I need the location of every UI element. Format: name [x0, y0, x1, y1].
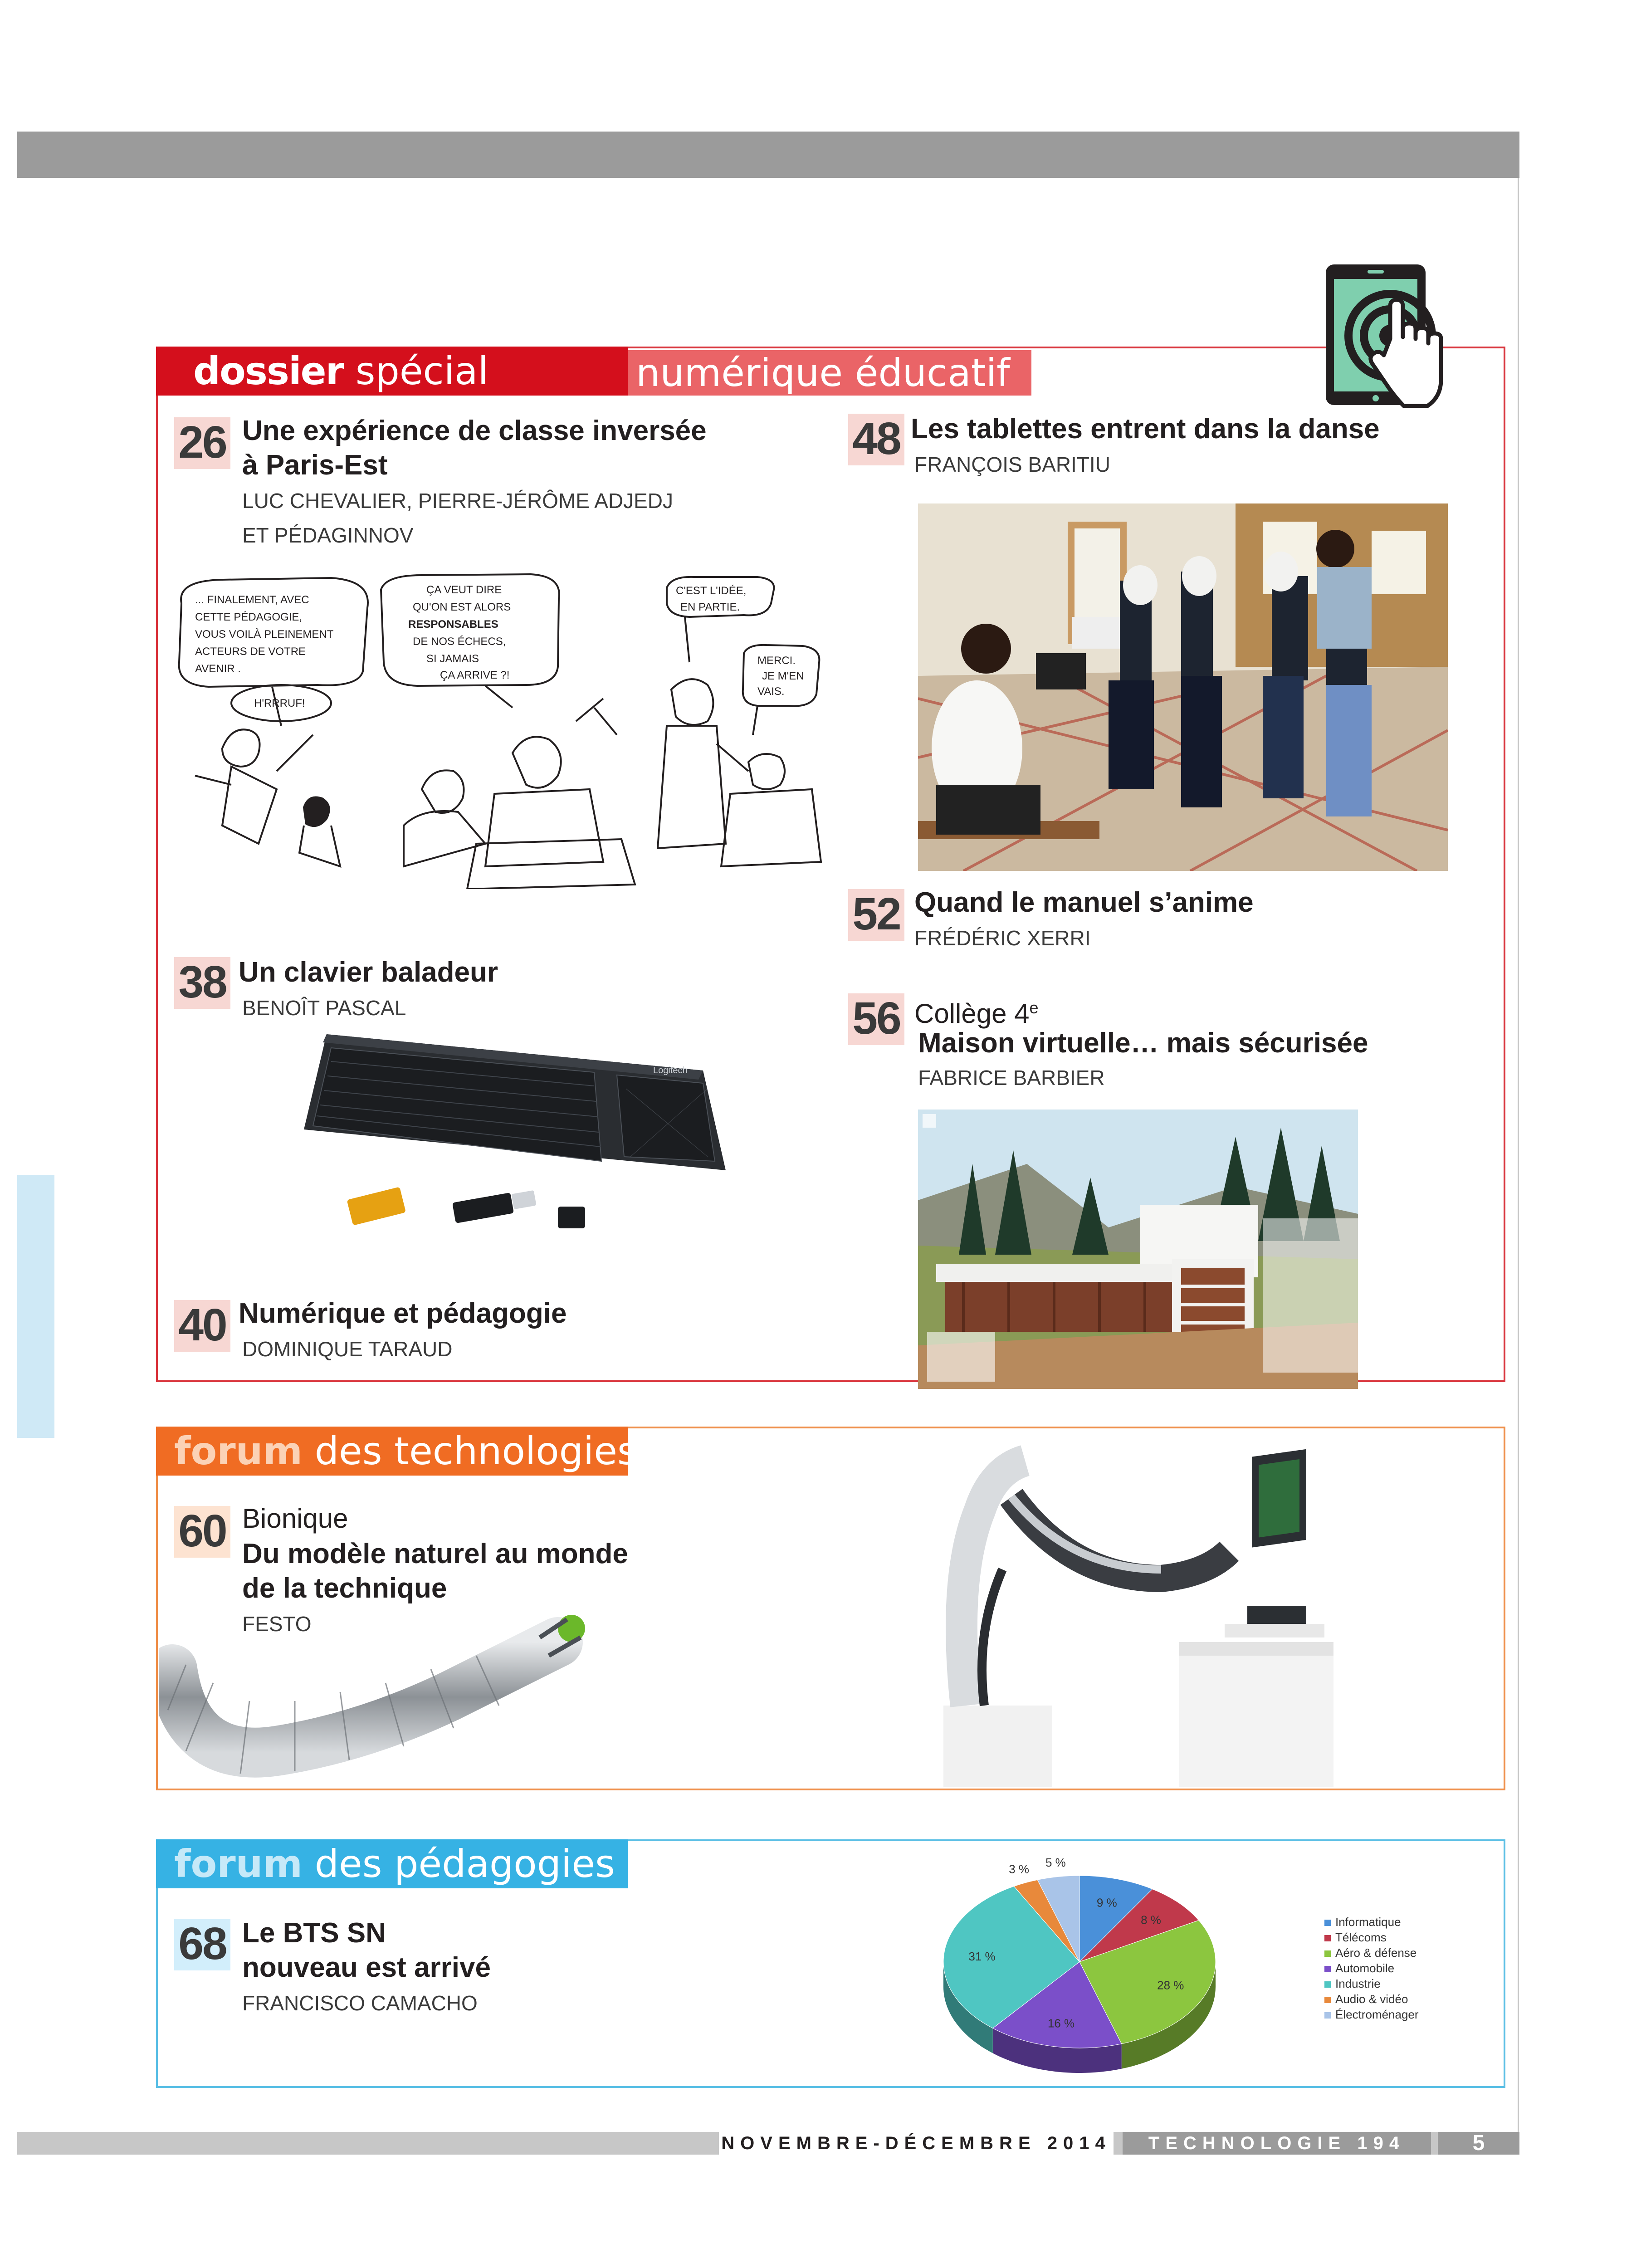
legend-item [1324, 1945, 1460, 1960]
article-title: Du modèle naturel au monde [242, 1538, 628, 1569]
pie-data-label: 31 % [968, 1950, 996, 1964]
dossier-subheader: numérique éducatif [628, 350, 1031, 396]
article-author: FRÉDÉRIC XERRI [914, 926, 1091, 950]
comic-bubble-4-line: JE M'EN [762, 670, 804, 682]
pie-data-label: 8 % [1141, 1913, 1161, 1927]
pie-data-label: 16 % [1047, 2016, 1075, 2030]
legend-item [1324, 1914, 1460, 1930]
comic-bubble-2-line: RESPONSABLES [408, 618, 498, 631]
article-kicker: Bionique [242, 1503, 348, 1534]
article-author: FRANÇOIS BARITIU [914, 453, 1110, 476]
legend-item [1324, 2007, 1460, 2022]
article-title-line2: nouveau est arrivé [242, 1952, 491, 1983]
article-author: LUC CHEVALIER, PIERRE-JÉRÔME ADJEDJ [242, 489, 674, 513]
comic-bubble-2-line: ÇA ARRIVE ?! [440, 669, 510, 681]
dance-class-photo [918, 503, 1448, 871]
special-word: spécial [355, 349, 488, 393]
pie-data-label: 5 % [1045, 1855, 1066, 1869]
bionic-robot-arm-photo [934, 1442, 1365, 1787]
page-number-26: 26 [174, 417, 230, 469]
legend-item [1324, 1930, 1460, 1945]
article-title: Un clavier baladeur [239, 957, 498, 988]
article-title: Les tablettes entrent dans la danse [911, 413, 1380, 445]
legend-label: Aéro & défense [1335, 1946, 1417, 1960]
forum-peda-title: des pédagogies [314, 1842, 615, 1886]
comic-bubble-1-line: AVENIR . [195, 663, 241, 675]
top-band [17, 132, 1519, 178]
comic-illustration [168, 572, 839, 889]
pie-legend [1324, 1914, 1460, 2022]
wireless-keyboard-image [304, 1025, 730, 1243]
keyboard-brand-label: Logitech [653, 1066, 688, 1075]
page-number-52: 52 [848, 889, 904, 941]
article-author: FESTO [242, 1612, 312, 1636]
right-margin-line [1518, 178, 1519, 2133]
bionic-trunk-arm-image [159, 1615, 599, 1787]
legend-swatch [1324, 1981, 1331, 1988]
legend-label: Industrie [1335, 1977, 1381, 1990]
dossier-header [156, 347, 628, 396]
legend-label: Télécoms [1335, 1931, 1387, 1944]
legend-label: Électroménager [1335, 2008, 1419, 2021]
legend-label: Audio & vidéo [1335, 1992, 1408, 2006]
legend-item [1324, 1976, 1460, 1991]
legend-item [1324, 1960, 1460, 1976]
side-tab [17, 1175, 54, 1438]
legend-item [1324, 1991, 1460, 2007]
forum-tech-title: des technologies [314, 1429, 637, 1473]
article-title: Quand le manuel s’anime [914, 887, 1254, 918]
tablet-touch-icon [1322, 261, 1485, 433]
article-author: DOMINIQUE TARAUD [242, 1337, 453, 1361]
dossier-word: dossier [193, 349, 344, 393]
comic-bubble-3-line: EN PARTIE. [680, 601, 740, 613]
article-author: FABRICE BARBIER [918, 1066, 1105, 1090]
article-title: Maison virtuelle… mais sécurisée [918, 1027, 1368, 1059]
comic-bubble-4-line: VAIS. [757, 685, 785, 698]
comic-bubble-2-line: ÇA VEUT DIRE [426, 584, 502, 596]
legend-label: Automobile [1335, 1961, 1395, 1975]
pie-data-label: 3 % [1009, 1862, 1030, 1876]
forum-tech-header [156, 1427, 637, 1476]
pie-data-label: 9 % [1096, 1896, 1117, 1910]
kicker-text: Collège 4 [914, 998, 1030, 1029]
article-kicker [914, 992, 1039, 1030]
article-title: Le BTS SN [242, 1917, 386, 1949]
legend-swatch [1324, 1997, 1331, 2003]
page-number-56: 56 [848, 993, 904, 1045]
article-title: Numérique et pédagogie [239, 1298, 567, 1329]
comic-bubble-2-line: SI JAMAIS [426, 653, 479, 665]
page-number-68: 68 [174, 1919, 230, 1970]
comic-bubble-2-line: QU'ON EST ALORS [413, 601, 511, 613]
legend-swatch [1324, 1966, 1331, 1972]
page-number-60: 60 [174, 1506, 230, 1558]
page-number-38: 38 [174, 957, 230, 1009]
comic-bubble-1-line: ACTEURS DE VOTRE [195, 645, 306, 658]
comic-bubble-3-line: C'EST L'IDÉE, [676, 585, 747, 597]
forum-word: forum [174, 1842, 303, 1886]
comic-bubble-5: H'RRRUF! [254, 697, 305, 709]
comic-bubble-4-line: MERCI. [757, 655, 796, 667]
legend-swatch [1324, 1950, 1331, 1957]
footer-magazine: TECHNOLOGIE 194 [1123, 2132, 1431, 2155]
pie-data-label: 28 % [1157, 1978, 1184, 1992]
footer-page-number: 5 [1438, 2132, 1519, 2155]
kicker-superscript: e [1029, 998, 1039, 1017]
virtual-house-render [918, 1110, 1358, 1389]
article-title-line2: à Paris-Est [242, 450, 388, 481]
comic-bubble-1-line: ... FINALEMENT, AVEC [195, 594, 309, 606]
legend-swatch [1324, 1920, 1331, 1926]
page-number-40: 40 [174, 1300, 230, 1352]
article-author-line2: ET PÉDAGINNOV [242, 523, 414, 547]
article-title: Une expérience de classe inversée [242, 415, 707, 446]
article-author: FRANCISCO CAMACHO [242, 1991, 478, 2015]
pie-chart [934, 1848, 1225, 2084]
legend-swatch [1324, 1935, 1331, 1941]
page-number-48: 48 [848, 414, 904, 465]
comic-bubble-2-line: DE NOS ÉCHECS, [413, 635, 506, 648]
article-title-line2: de la technique [242, 1573, 447, 1604]
comic-bubble-1-line: CETTE PÉDAGOGIE, [195, 611, 303, 623]
footer-date: NOVEMBRE-DÉCEMBRE 2014 [719, 2132, 1114, 2155]
comic-bubble-1-line: VOUS VOILÀ PLEINEMENT [195, 628, 334, 640]
forum-word: forum [174, 1429, 303, 1473]
forum-peda-header [156, 1839, 628, 1888]
legend-swatch [1324, 2012, 1331, 2019]
article-author: BENOÎT PASCAL [242, 996, 406, 1020]
legend-label: Informatique [1335, 1915, 1401, 1929]
